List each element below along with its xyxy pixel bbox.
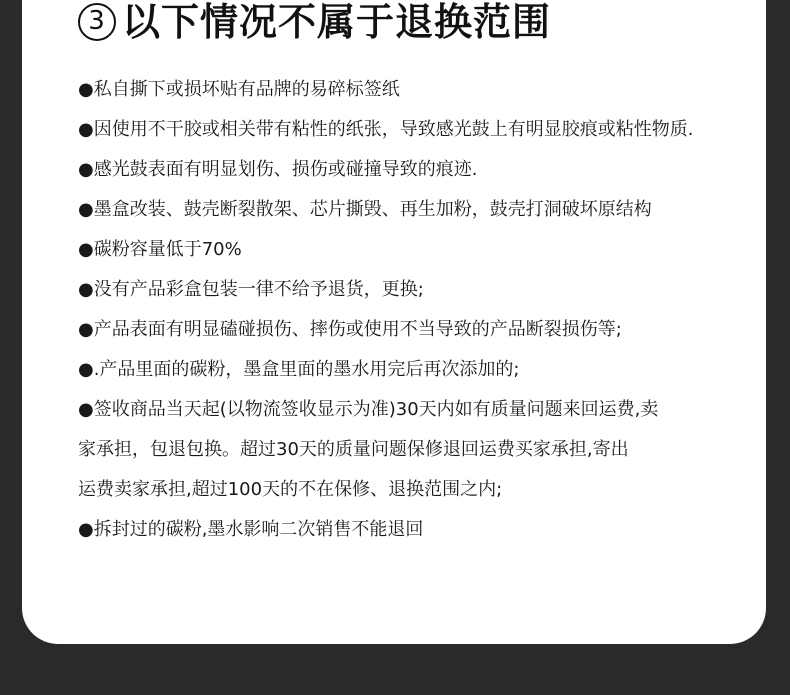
rule-line: ●产品表面有明显磕碰损伤、摔伤或使用不当导致的产品断裂损伤等; — [78, 319, 622, 340]
rule-line: ●感光鼓表面有明显划伤、损伤或碰撞导致的痕迹. — [78, 159, 478, 180]
exclusion-rules-list — [78, 70, 758, 550]
rule-line: ●私自撕下或损坏贴有品牌的易碎标签纸 — [78, 79, 400, 100]
section-title-text: 以下情况不属于退换范围 — [122, 0, 552, 44]
rule-line: 运费卖家承担,超过100天的不在保修、退换范围之内; — [78, 479, 503, 500]
section-number-badge: 3 — [78, 3, 116, 41]
rule-line: ●因使用不干胶或相关带有粘性的纸张，导致感光鼓上有明显胶痕或粘性物质. — [78, 119, 694, 140]
section-title — [78, 0, 551, 44]
rule-line: ●墨盒改装、鼓壳断裂散架、芯片撕毁、再生加粉，鼓壳打洞破坏原结构 — [78, 199, 652, 220]
rule-line: ●签收商品当天起(以物流签收显示为准)30天内如有质量问题来回运费,卖 — [78, 399, 659, 420]
rule-line: 家承担，包退包换。超过30天的质量问题保修退回运费买家承担,寄出 — [78, 439, 629, 460]
rule-line: ●拆封过的碳粉,墨水影响二次销售不能退回 — [78, 519, 424, 540]
rule-line: ●.产品里面的碳粉，墨盒里面的墨水用完后再次添加的; — [78, 359, 520, 380]
rule-line: ●碳粉容量低于70% — [78, 239, 242, 260]
rule-line: ●没有产品彩盒包装一律不给予退货，更换; — [78, 279, 424, 300]
